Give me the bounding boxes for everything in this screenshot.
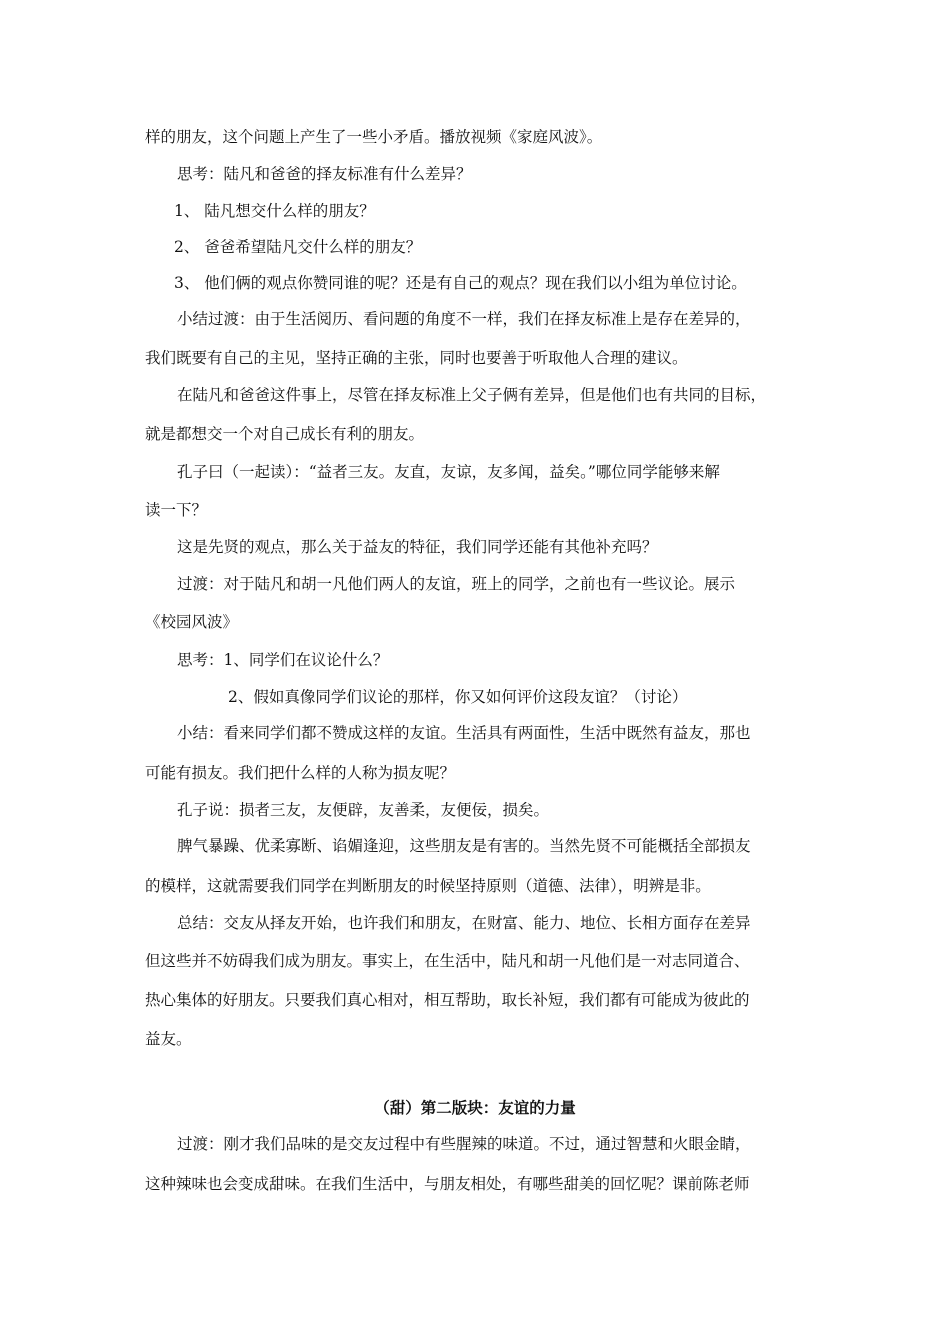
paragraph-line: 思考：陆凡和爸爸的择友标准有什么差异？ xyxy=(177,165,472,183)
paragraph-line: 在陆凡和爸爸这件事上，尽管在择友标准上父子俩有差异，但是他们也有共同的目标， xyxy=(177,386,767,404)
paragraph-line: 热心集体的好朋友。只要我们真心相对，相互帮助，取长补短，我们都有可能成为彼此的 xyxy=(145,991,750,1009)
paragraph-line: 我们既要有自己的主见，坚持正确的主张，同时也要善于听取他人合理的建议。 xyxy=(145,349,688,367)
paragraph-line: 样的朋友，这个问题上产生了一些小矛盾。播放视频《家庭风波》。 xyxy=(145,128,603,146)
list-item: 1、 陆凡想交什么样的朋友？ xyxy=(174,202,375,220)
paragraph-line: 但这些并不妨碍我们成为朋友。事实上，在生活中，陆凡和胡一凡他们是一对志同道合、 xyxy=(145,952,750,970)
paragraph-line: 过渡：对于陆凡和胡一凡他们两人的友谊，班上的同学，之前也有一些议论。展示 xyxy=(177,575,736,593)
list-item: 2、 爸爸希望陆凡交什么样的朋友？ xyxy=(174,238,422,256)
list-item: 3、 他们俩的观点你赞同谁的呢？还是有自己的观点？现在我们以小组为单位讨论。 xyxy=(174,274,747,292)
paragraph-line: 可能有损友。我们把什么样的人称为损友呢？ xyxy=(145,764,456,782)
paragraph-line: 小结过渡：由于生活阅历、看问题的角度不一样，我们在择友标准上是存在差异的， xyxy=(177,310,751,328)
paragraph-line: 小结：看来同学们都不赞成这样的友谊。生活具有两面性，生活中既然有益友，那也 xyxy=(177,724,751,742)
paragraph-line: 脾气暴躁、优柔寡断、谄媚逢迎，这些朋友是有害的。当然先贤不可能概括全部损友 xyxy=(177,837,751,855)
paragraph-line: 孔子说：损者三友，友便辟，友善柔，友便佞，损矣。 xyxy=(177,801,550,819)
list-item: 2、假如真像同学们议论的那样，你又如何评价这段友谊？（讨论） xyxy=(228,688,688,706)
paragraph-line: 过渡：刚才我们品味的是交友过程中有些腥辣的味道。不过，通过智慧和火眼金睛， xyxy=(177,1135,751,1153)
section-heading: （甜）第二版块：友谊的力量 xyxy=(374,1098,576,1117)
paragraph-line: 就是都想交一个对自己成长有利的朋友。 xyxy=(145,425,425,443)
paragraph-line: 读一下？ xyxy=(145,501,208,519)
paragraph-line: 的模样，这就需要我们同学在判断朋友的时候坚持原则（道德、法律），明辨是非。 xyxy=(145,877,711,895)
paragraph-line: 《校园风波》 xyxy=(145,613,239,631)
paragraph-line: 孔子曰（一起读）：“益者三友。友直，友谅，友多闻，益矣。”哪位同学能够来解 xyxy=(177,463,720,481)
paragraph-line: 这种辣味也会变成甜味。在我们生活中，与朋友相处，有哪些甜美的回忆呢？课前陈老师 xyxy=(145,1175,750,1193)
paragraph-line: 这是先贤的观点，那么关于益友的特征，我们同学还能有其他补充吗？ xyxy=(177,538,658,556)
paragraph-line: 总结：交友从择友开始，也许我们和朋友，在财富、能力、地位、长相方面存在差异 xyxy=(177,914,751,932)
paragraph-line: 思考：1、同学们在议论什么？ xyxy=(177,651,389,669)
paragraph-line: 益友。 xyxy=(145,1030,192,1048)
